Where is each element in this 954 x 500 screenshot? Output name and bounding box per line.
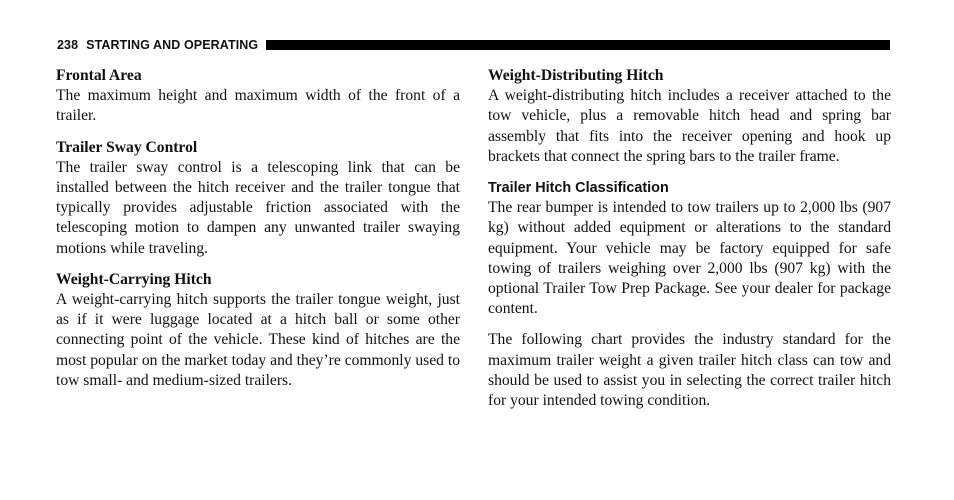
header-rule xyxy=(266,40,890,50)
left-column xyxy=(56,66,460,402)
section-heading: Trailer Sway Control xyxy=(56,138,198,156)
section-weight-distributing-hitch xyxy=(488,66,891,167)
section-title: STARTING AND OPERATING xyxy=(86,38,259,52)
section-heading: Weight-Carrying Hitch xyxy=(56,270,212,288)
section-body: The trailer sway control is a telescoping link that can be installed between the hitch receiver and the trailer tongue that typically provides adjustable friction associated with the telescoping motion to dampen any unwanted trailer swaying motions while traveling. xyxy=(56,158,460,257)
section-heading: Frontal Area xyxy=(56,67,142,84)
section-trailer-sway-control xyxy=(56,138,460,259)
section-body: The rear bumper is intended to tow trailers up to 2,000 lbs (907 kg) without added equipment or alterations to the standard equipment. Your vehicle may be factory equipped for safe towing of trailers weighing over 2,000 lbs (907 kg) with the optional Trailer Tow Prep Package. See your dealer for package content. xyxy=(488,199,891,318)
section-body: The following chart provides the industry standard for the maximum trailer weight a given trailer hitch class can tow and should be used to assist you in selecting the correct trailer hitch for your intended towing condition. xyxy=(488,331,891,410)
section-trailer-hitch-classification xyxy=(488,178,891,319)
right-column xyxy=(488,66,891,422)
section-body: A weight-carrying hitch supports the trailer tongue weight, just as if it were luggage located at a hitch ball or some other connecting point of the vehicle. These kind of hitches are the most popular on the market today and they’re commonly used to tow small- and medium-sized trailers. xyxy=(56,291,460,389)
page-number: 238 xyxy=(57,38,79,52)
section-weight-carrying-hitch xyxy=(56,270,460,391)
section-body: A weight-distributing hitch includes a receiver attached to the tow vehicle, plus a removable hitch head and spring bar assembly that fits into the receiver opening and hook up brackets that connect the spring bars to the trailer frame. xyxy=(488,87,891,165)
page-header xyxy=(57,37,890,53)
section-frontal-area xyxy=(56,66,460,127)
section-body: The maximum height and maximum width of the front of a trailer. xyxy=(56,87,460,125)
section-heading: Trailer Hitch Classification xyxy=(488,180,669,197)
section-heading: Weight-Distributing Hitch xyxy=(488,67,664,84)
section-chart-intro xyxy=(488,330,891,411)
